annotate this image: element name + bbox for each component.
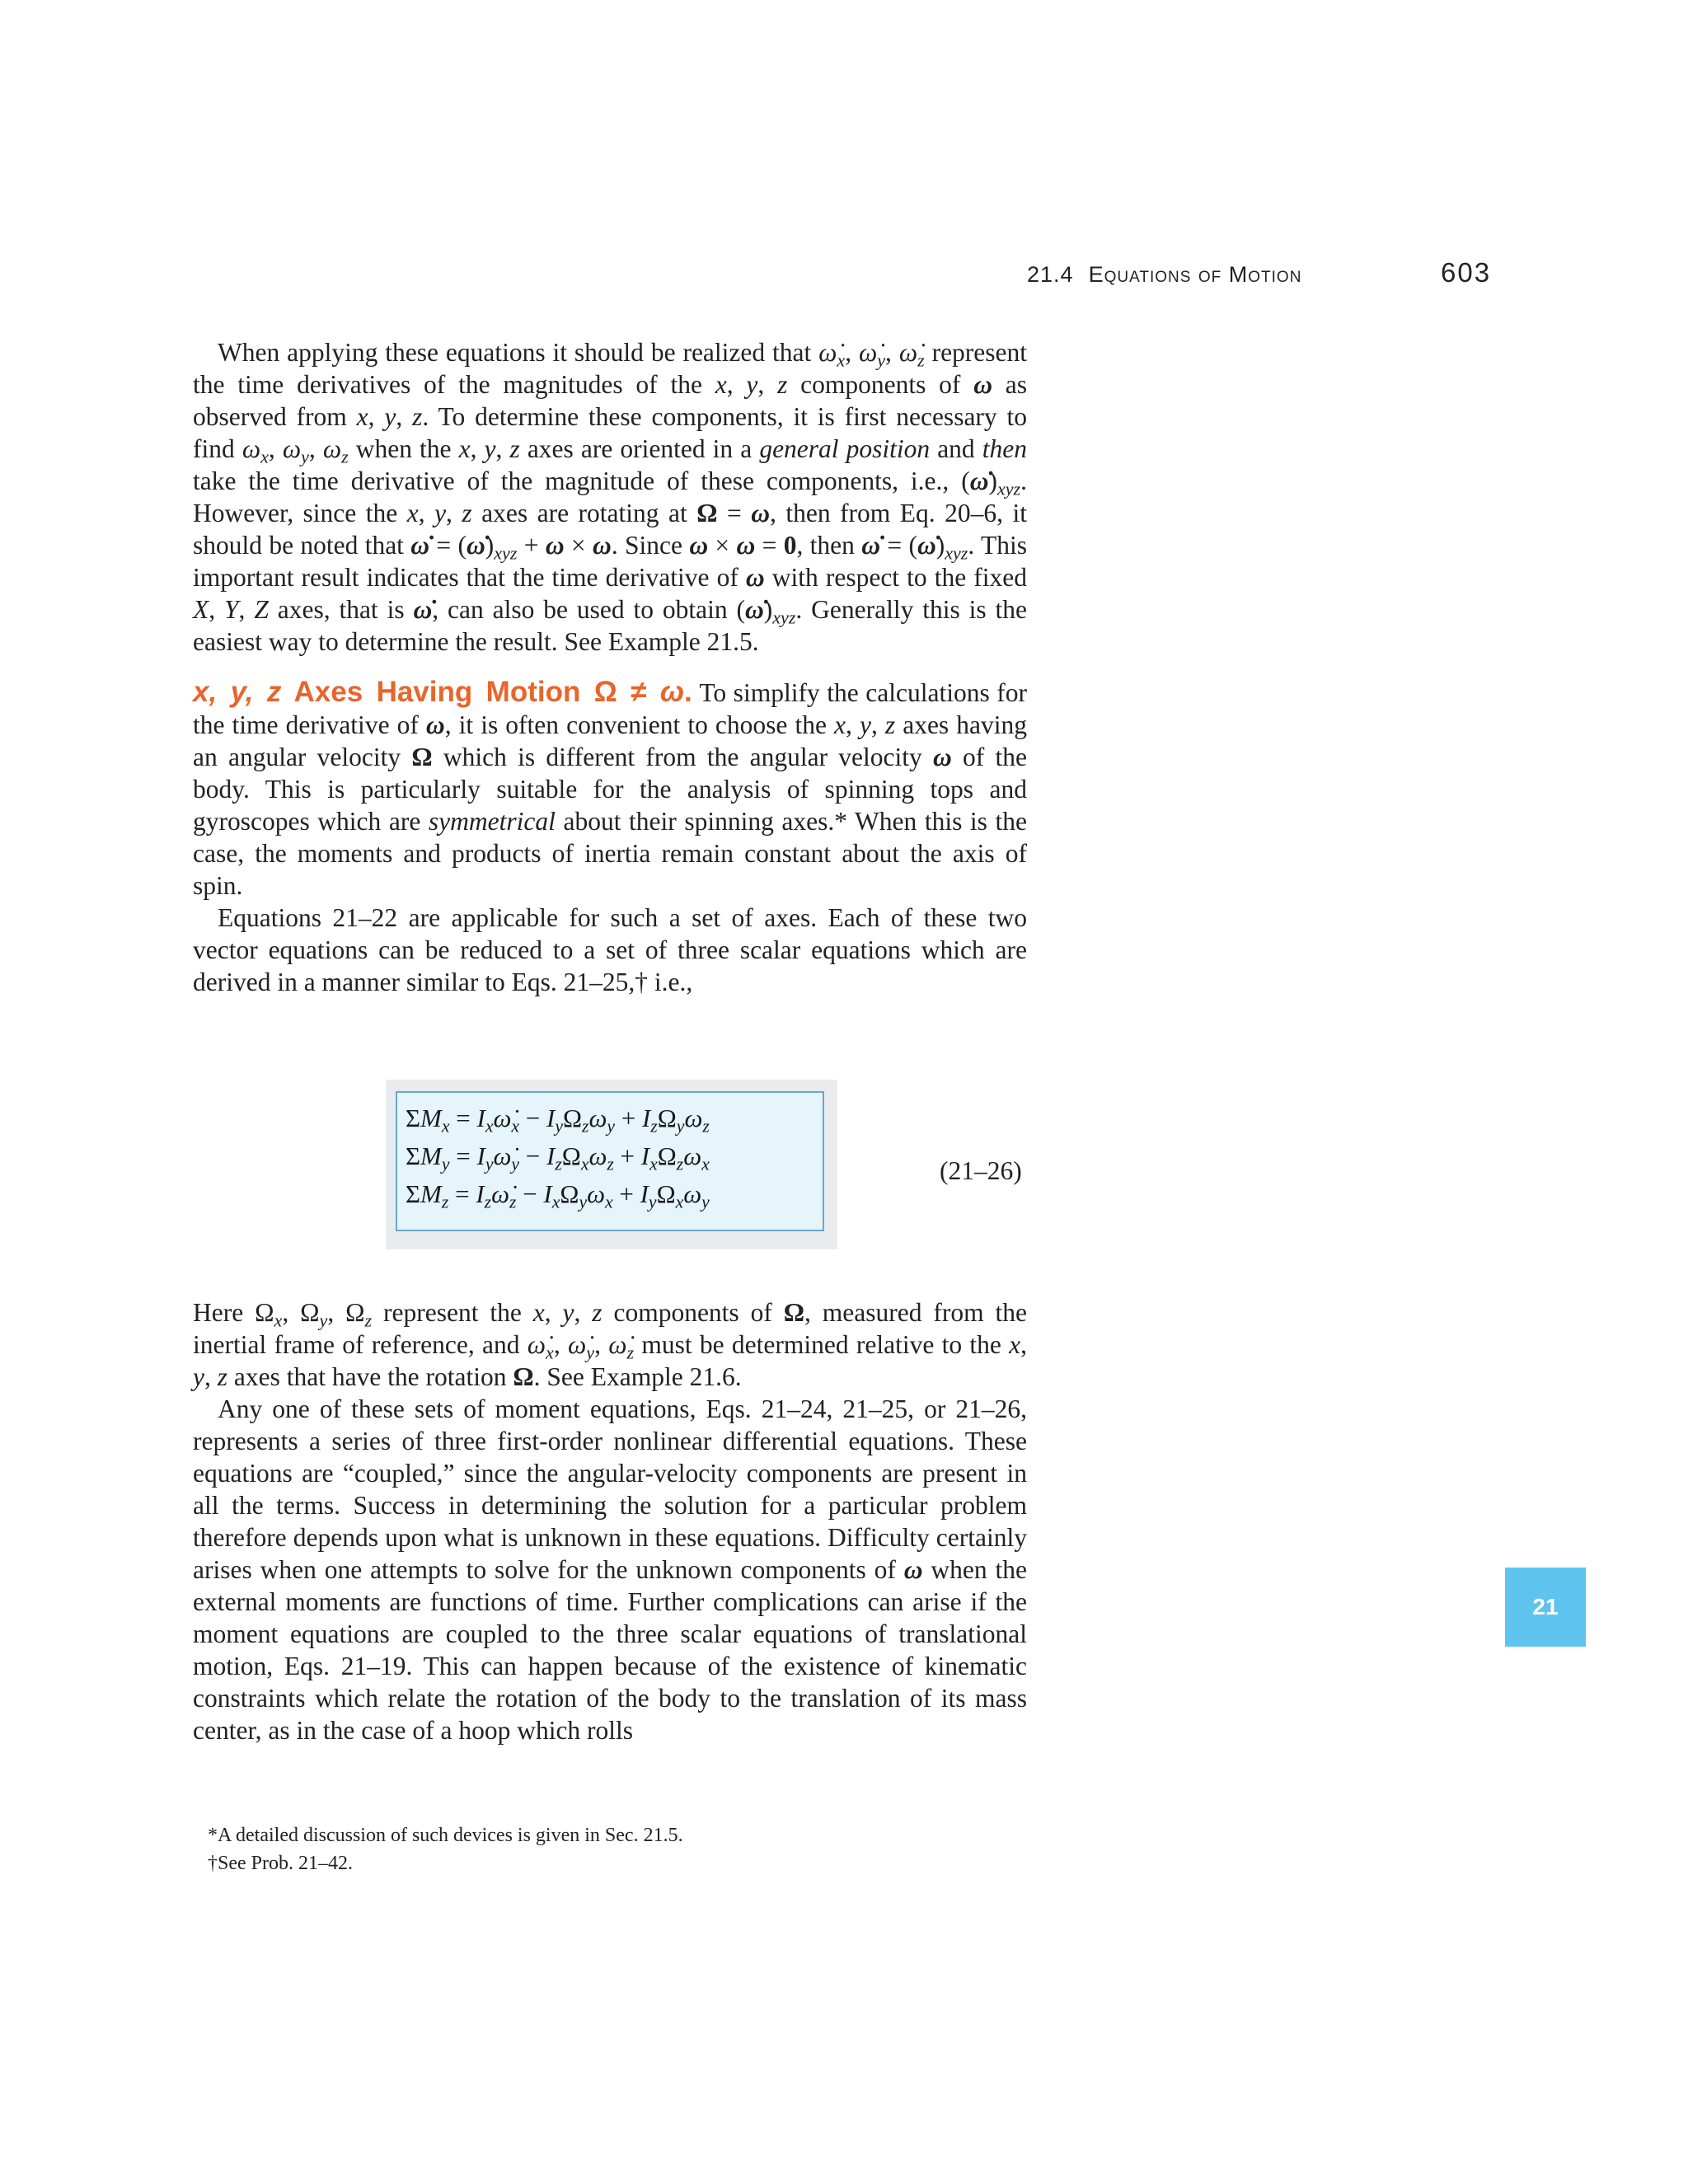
running-header <box>1027 262 1301 288</box>
equation-panel <box>386 1080 837 1249</box>
footnote-2: †See Prob. 21–42. <box>208 1853 353 1874</box>
paragraph-1: When applying these equations it should be realized that $\omegȧ_x$, $\omegȧ_y$, $\omegȧ_z$ represent the time derivatives of the magnitudes of the x, y, z components of ω as observed from x, y, z. To determine these components, it is first necessary to find $\omega_x$, $\omega_y$, $\omega_z$ when the x, y, z axes are oriented in a general position and then take the time derivative of the magnitude of these components, i.e., $(\omegȧ)_{xyz}$. However, since the x, y, z axes are rotating at Ω = ω, then from Eq. 20–6, it should be noted that ω̇ = $(\omegȧ)_{xyz} + \omega \times \omega$. Since ω × ω = 0, then ω̇ = $(\omegȧ)_{xyz}$. This important result indicates that the time derivative of ω with respect to the fixed X, Y, Z axes, that is ω̇, can also be used to obtain $(\omegȧ)_{xyz}$. Generally this is the easiest way to determine the result. See Example 21.5. <box>193 338 1028 656</box>
paragraph-4: Here $\Omega_x$, $\Omega_y$, $\Omega_z$ represent the x, y, z components of Ω, measured from the inertial frame of reference, and $\omegȧ_x$, $\omegȧ_y$, $\omegȧ_z$ must be determined relative to the x, y, z axes that have the rotation Ω. See Example 21.6. <box>193 1298 1028 1391</box>
section-heading: x, y, z Axes Having Motion Ω ≠ ω. <box>193 676 692 708</box>
paragraph-5: Any one of these sets of moment equations, Eqs. 21–24, 21–25, or 21–26, represents a series of three first-order nonlinear differential equations. These equations are “coupled,” since the angular-velocity components are present in all the terms. Success in determining the solution for a particular problem therefore depends upon what is unknown in these equations. Difficulty certainly arises when one attempts to solve for the unknown components of ω when the external moments are functions of time. Further complications can arise if the moment equations are coupled to the three scalar equations of translational motion, Eqs. 21–19. This can happen because of the existence of kinematic constraints which relate the rotation of the body to the translation of its mass center, as in the case of a hoop which rolls <box>193 1394 1028 1745</box>
main-text-top <box>193 336 1027 998</box>
main-text-bottom <box>193 1296 1027 1746</box>
page-number: 603 <box>1441 257 1492 288</box>
paragraph-3: Equations 21–22 are applicable for such a set of axes. Each of these two vector equations can be reduced to a set of three scalar equations which are derived in a manner similar to Eqs. 21–25,† i.e., <box>193 903 1027 996</box>
paragraph-2: x, y, z Axes Having Motion Ω ≠ ω. To simplify the calculations for the time derivative of ω, it is often convenient to choose the x, y, z axes having an angular velocity Ω which is different from the angular velocity ω of the body. This is particularly suitable for the analysis of spinning tops and gyroscopes which are symmetrical about their spinning axes.* When this is the case, the moments and products of inertia remain constant about the axis of spin. <box>193 676 1028 900</box>
footnotes <box>208 1821 683 1877</box>
equation-row-y: $\Sigma M_y$ = $I_y\omegȧ_y - I_z\Omega_x\omega_z + I_x\Omega_z\omega_x$ <box>406 1141 710 1174</box>
equation-number: (21–26) <box>940 1156 1022 1185</box>
chapter-tab: 21 <box>1505 1568 1586 1647</box>
section-number: 21.4 <box>1027 262 1074 287</box>
equation-box <box>396 1091 824 1231</box>
equation-row-x: $\Sigma M_x$ = $I_x\omegȧ_x - I_y\Omega_z\omega_y + I_z\Omega_y\omega_z$ <box>406 1104 710 1137</box>
footnote-1: *A detailed discussion of such devices is given in Sec. 21.5. <box>208 1825 683 1846</box>
section-title: Equations of Motion <box>1088 262 1302 287</box>
equation-row-z: $\Sigma M_z$ = $I_z\omegȧ_z - I_x\Omega_y\omega_x + I_y\Omega_x\omega_y$ <box>406 1179 710 1212</box>
